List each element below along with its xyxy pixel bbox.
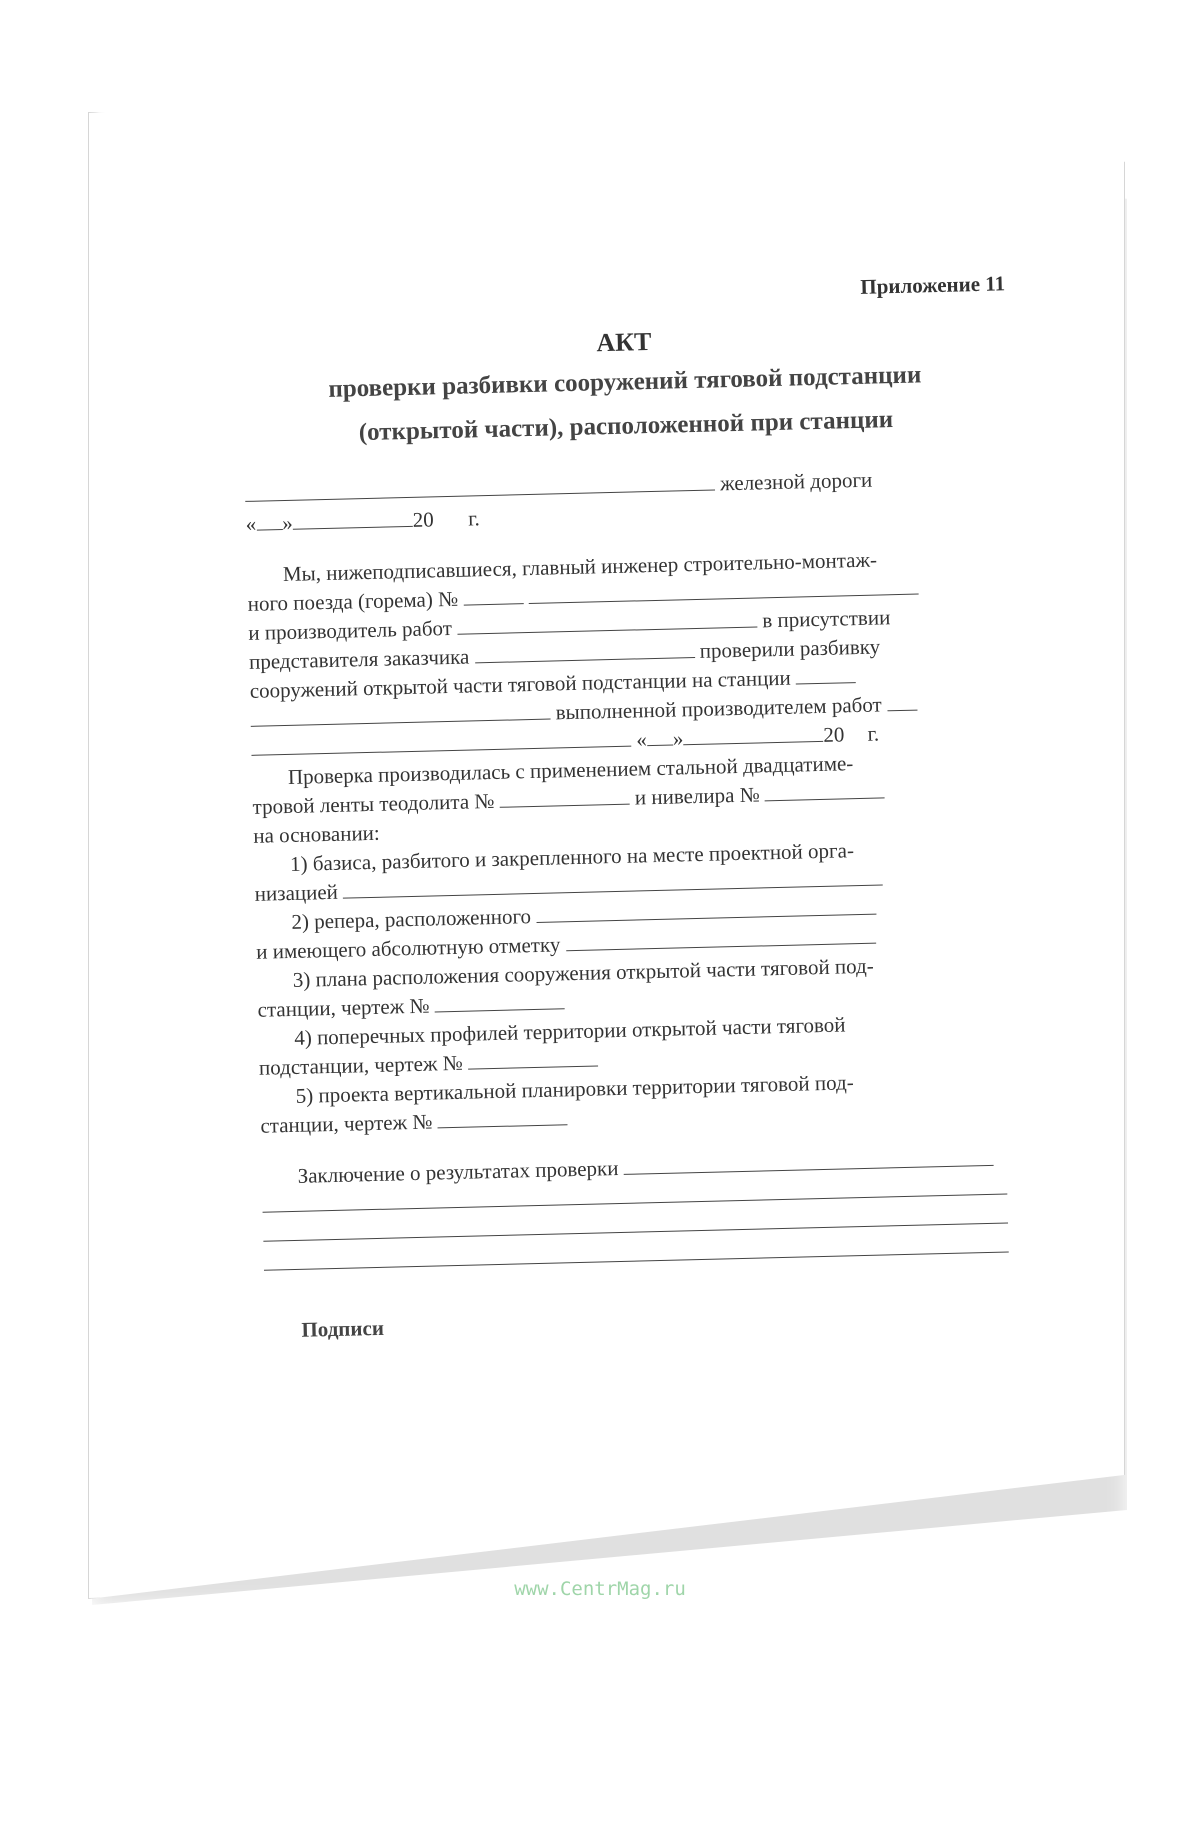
date-year: 20 (412, 507, 434, 532)
p1-line-6-text: выполненной производителем работ (555, 692, 882, 725)
railway-suffix: железной дороги (719, 467, 873, 496)
p1-line-2-text: ного поезда (горема) № (247, 586, 459, 616)
p2-line-2b: и нивелира № (634, 782, 761, 810)
item-2-line-2-text: и имеющего абсолютную отметку (255, 932, 561, 964)
customer-rep-blank[interactable] (474, 637, 694, 663)
grading-drawing-blank[interactable] (437, 1104, 567, 1128)
spacer (439, 506, 463, 527)
appendix-label: Приложение 11 (860, 271, 1006, 299)
item-4-line-2-text: подстанции, чертеж № (258, 1050, 463, 1080)
date-quote-open: « (245, 511, 257, 536)
plan-drawing-blank[interactable] (434, 988, 564, 1012)
p1-month-blank[interactable] (683, 721, 823, 745)
theodolite-number-blank[interactable] (499, 784, 629, 808)
signatures-label: Подписи (301, 1315, 385, 1342)
p1-line-3a: и производитель работ (248, 615, 453, 645)
p1-line-3b: в присутствии (761, 605, 891, 633)
title-block (241, 318, 1009, 455)
p1-l7-year: 20 (823, 722, 845, 747)
item-4-line-1: 4) поперечных профилей территории открытой части тяговой (293, 1012, 846, 1050)
conclusion-label: Заключение о результатах проверки (297, 1156, 619, 1188)
p1-line-4b: проверили разбивку (699, 634, 881, 663)
document-content (240, 271, 1031, 1343)
p1-l7-g: г. (867, 721, 880, 746)
p1-line-1: Мы, нижеподписавшиеся, главный инженер строительно-монтаж- (282, 547, 878, 587)
date-g: г. (467, 506, 480, 531)
p2-line-3: на основании: (253, 820, 381, 848)
date-month-blank[interactable] (292, 506, 412, 530)
item-5-line-1: 5) проекта вертикальной планировки территории тяговой под- (295, 1070, 854, 1108)
item-1-line-1: 1) базиса, разбитого и закрепленного на месте проектной орга- (289, 838, 855, 876)
document-title: АКТ (596, 326, 652, 358)
station-blank[interactable] (796, 662, 856, 684)
date-day-blank[interactable] (256, 509, 283, 531)
title-line-2: (открытой части), расположенной при станции (358, 406, 894, 447)
profile-drawing-blank[interactable] (468, 1045, 598, 1069)
item-2-line-1-text: 2) репера, расположенного (291, 904, 532, 934)
item-3-line-1: 3) плана расположения сооружения открытой части тяговой под- (292, 953, 874, 992)
p2-line-2a: тровой ленты теодолита № (252, 788, 495, 819)
producer-blank[interactable] (887, 690, 918, 712)
p1-day-blank[interactable] (647, 725, 674, 747)
level-number-blank[interactable] (765, 777, 885, 801)
title-line-1: проверки разбивки сооружений тяговой подстанции (328, 361, 922, 403)
train-number-blank[interactable] (463, 583, 523, 605)
p2-line-1: Проверка производилась с применением стальной двадцатиме- (287, 751, 854, 789)
item-3-line-2-text: станции, чертеж № (257, 993, 430, 1022)
p1-l7-quote: « (636, 727, 648, 752)
watermark: www.CentrMag.ru (514, 1578, 686, 1600)
p1-l7-close: » (672, 726, 684, 751)
p1-line-5-text: сооружений открытой части тяговой подстанции на станции (249, 665, 792, 703)
item-5-line-2-text: станции, чертеж № (260, 1109, 433, 1138)
date-quote-close: » (281, 510, 293, 536)
p1-line-4a: представителя заказчика (248, 644, 470, 674)
item-1-line-2-text: низацией (254, 879, 339, 906)
